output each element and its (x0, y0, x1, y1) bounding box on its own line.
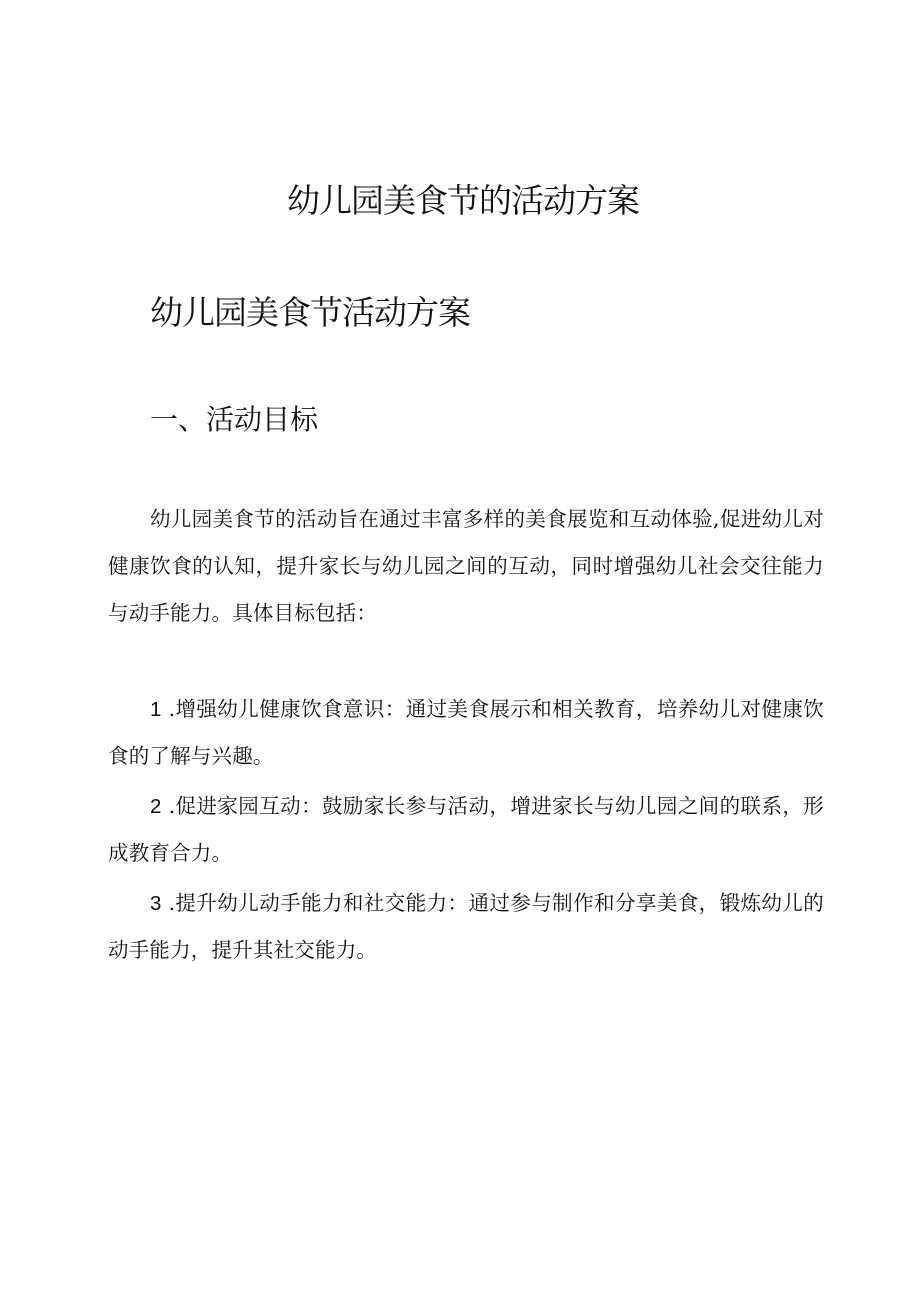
intro-paragraph: 幼儿园美食节的活动旨在通过丰富多样的美食展览和互动体验,促进幼儿对健康饮食的认知，提升家长与幼儿园之间的互动，同时增强幼儿社会交往能力与动手能力。具体目标包括： (108, 507, 824, 625)
goal-item-number: 3 (150, 892, 162, 915)
goal-item-2 (108, 783, 824, 877)
document-title: 幼儿园美食节的活动方案 (287, 181, 639, 220)
goal-item-text: .促进家园互动：鼓励家长参与活动，增进家长与幼儿园之间的联系，形成教育合力。 (108, 794, 825, 865)
goal-item-3 (108, 880, 824, 974)
goal-item-text: .提升幼儿动手能力和社交能力：通过参与制作和分享美食，锻炼幼儿的动手能力，提升其社交能力。 (108, 891, 825, 962)
goal-item-number: 2 (150, 795, 162, 818)
section-heading-goals: 一、活动目标 (150, 403, 319, 436)
goal-item-1 (108, 686, 824, 780)
document-subtitle: 幼儿园美食节活动方案 (150, 293, 470, 332)
goal-item-number: 1 (150, 698, 162, 721)
goal-item-text: .增强幼儿健康饮食意识：通过美食展示和相关教育，培养幼儿对健康饮食的了解与兴趣。 (108, 697, 825, 768)
